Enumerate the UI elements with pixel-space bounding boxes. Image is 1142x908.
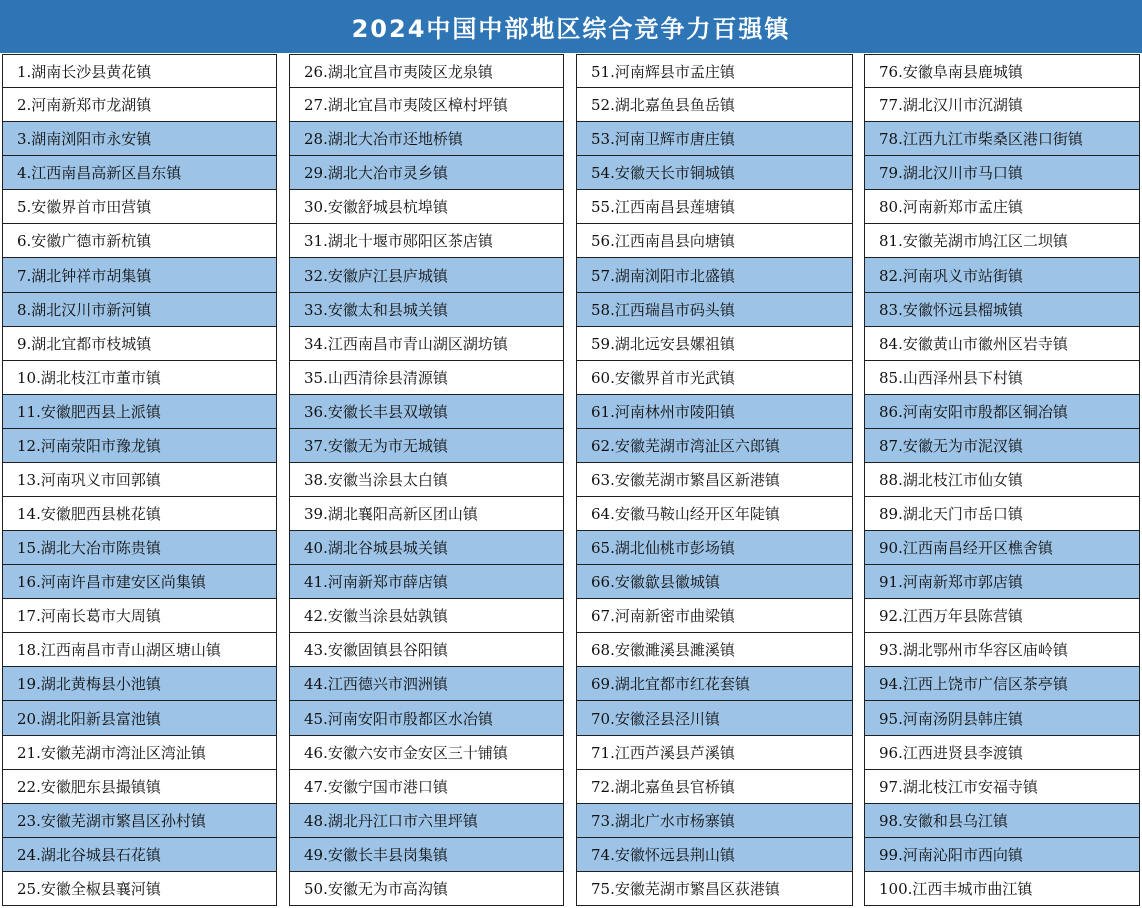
ranking-cell: 79.湖北汉川市马口镇	[864, 156, 1140, 190]
ranking-cell: 92.江西万年县陈营镇	[864, 599, 1140, 633]
ranking-cell: 11.安徽肥西县上派镇	[2, 395, 277, 429]
ranking-cell: 68.安徽濉溪县濉溪镇	[576, 633, 853, 667]
ranking-cell: 30.安徽舒城县杭埠镇	[289, 190, 564, 224]
ranking-cell: 18.江西南昌市青山湖区塘山镇	[2, 633, 277, 667]
ranking-cell: 45.河南安阳市殷都区水冶镇	[289, 701, 564, 735]
ranking-cell: 41.河南新郑市薛店镇	[289, 565, 564, 599]
ranking-cell: 37.安徽无为市无城镇	[289, 429, 564, 463]
ranking-cell: 1.湖南长沙县黄花镇	[2, 54, 277, 88]
ranking-cell: 59.湖北远安县嫘祖镇	[576, 327, 853, 361]
rank-column-2	[289, 54, 564, 906]
ranking-cell: 20.湖北阳新县富池镇	[2, 701, 277, 735]
ranking-cell: 15.湖北大冶市陈贵镇	[2, 531, 277, 565]
ranking-cell: 76.安徽阜南县鹿城镇	[864, 54, 1140, 88]
ranking-cell: 81.安徽芜湖市鸠江区二坝镇	[864, 224, 1140, 258]
ranking-cell: 82.河南巩义市站街镇	[864, 258, 1140, 292]
ranking-cell: 32.安徽庐江县庐城镇	[289, 258, 564, 292]
ranking-cell: 99.河南沁阳市西向镇	[864, 838, 1140, 872]
ranking-cell: 93.湖北鄂州市华容区庙岭镇	[864, 633, 1140, 667]
ranking-cell: 46.安徽六安市金安区三十铺镇	[289, 736, 564, 770]
ranking-cell: 28.湖北大冶市还地桥镇	[289, 122, 564, 156]
ranking-cell: 61.河南林州市陵阳镇	[576, 395, 853, 429]
ranking-cell: 57.湖南浏阳市北盛镇	[576, 258, 853, 292]
ranking-cell: 5.安徽界首市田营镇	[2, 190, 277, 224]
ranking-cell: 100.江西丰城市曲江镇	[864, 872, 1140, 906]
ranking-cell: 69.湖北宜都市红花套镇	[576, 667, 853, 701]
ranking-cell: 78.江西九江市柴桑区港口街镇	[864, 122, 1140, 156]
ranking-cell: 90.江西南昌经开区樵舍镇	[864, 531, 1140, 565]
ranking-cell: 12.河南荥阳市豫龙镇	[2, 429, 277, 463]
ranking-cell: 36.安徽长丰县双墩镇	[289, 395, 564, 429]
ranking-cell: 4.江西南昌高新区昌东镇	[2, 156, 277, 190]
ranking-cell: 70.安徽泾县泾川镇	[576, 701, 853, 735]
ranking-cell: 3.湖南浏阳市永安镇	[2, 122, 277, 156]
ranking-cell: 88.湖北枝江市仙女镇	[864, 463, 1140, 497]
ranking-cell: 25.安徽全椒县襄河镇	[2, 872, 277, 906]
ranking-cell: 26.湖北宜昌市夷陵区龙泉镇	[289, 54, 564, 88]
ranking-cell: 85.山西泽州县下村镇	[864, 361, 1140, 395]
ranking-cell: 62.安徽芜湖市湾沚区六郎镇	[576, 429, 853, 463]
ranking-cell: 40.湖北谷城县城关镇	[289, 531, 564, 565]
ranking-cell: 19.湖北黄梅县小池镇	[2, 667, 277, 701]
ranking-cell: 63.安徽芜湖市繁昌区新港镇	[576, 463, 853, 497]
ranking-cell: 13.河南巩义市回郭镇	[2, 463, 277, 497]
ranking-cell: 24.湖北谷城县石花镇	[2, 838, 277, 872]
ranking-cell: 21.安徽芜湖市湾沚区湾沚镇	[2, 736, 277, 770]
ranking-cell: 35.山西清徐县清源镇	[289, 361, 564, 395]
ranking-cell: 58.江西瑞昌市码头镇	[576, 293, 853, 327]
ranking-cell: 77.湖北汉川市沉湖镇	[864, 88, 1140, 122]
ranking-cell: 52.湖北嘉鱼县鱼岳镇	[576, 88, 853, 122]
ranking-cell: 47.安徽宁国市港口镇	[289, 770, 564, 804]
ranking-cell: 54.安徽天长市铜城镇	[576, 156, 853, 190]
ranking-cell: 65.湖北仙桃市彭场镇	[576, 531, 853, 565]
ranking-cell: 75.安徽芜湖市繁昌区荻港镇	[576, 872, 853, 906]
ranking-cell: 39.湖北襄阳高新区团山镇	[289, 497, 564, 531]
ranking-cell: 6.安徽广德市新杭镇	[2, 224, 277, 258]
ranking-cell: 72.湖北嘉鱼县官桥镇	[576, 770, 853, 804]
ranking-cell: 66.安徽歙县徽城镇	[576, 565, 853, 599]
ranking-cell: 33.安徽太和县城关镇	[289, 293, 564, 327]
ranking-cell: 16.河南许昌市建安区尚集镇	[2, 565, 277, 599]
ranking-cell: 96.江西进贤县李渡镇	[864, 736, 1140, 770]
ranking-cell: 31.湖北十堰市郧阳区茶店镇	[289, 224, 564, 258]
ranking-cell: 74.安徽怀远县荆山镇	[576, 838, 853, 872]
ranking-cell: 43.安徽固镇县谷阳镇	[289, 633, 564, 667]
ranking-cell: 49.安徽长丰县岗集镇	[289, 838, 564, 872]
ranking-cell: 89.湖北天门市岳口镇	[864, 497, 1140, 531]
rank-column-1	[2, 54, 277, 906]
ranking-cell: 91.河南新郑市郭店镇	[864, 565, 1140, 599]
ranking-cell: 7.湖北钟祥市胡集镇	[2, 258, 277, 292]
ranking-cell: 48.湖北丹江口市六里坪镇	[289, 804, 564, 838]
ranking-cell: 38.安徽当涂县太白镇	[289, 463, 564, 497]
ranking-cell: 8.湖北汉川市新河镇	[2, 293, 277, 327]
ranking-cell: 56.江西南昌县向塘镇	[576, 224, 853, 258]
ranking-cell: 71.江西芦溪县芦溪镇	[576, 736, 853, 770]
ranking-cell: 44.江西德兴市泗洲镇	[289, 667, 564, 701]
ranking-cell: 84.安徽黄山市徽州区岩寺镇	[864, 327, 1140, 361]
ranking-cell: 10.湖北枝江市董市镇	[2, 361, 277, 395]
ranking-cell: 73.湖北广水市杨寨镇	[576, 804, 853, 838]
ranking-cell: 98.安徽和县乌江镇	[864, 804, 1140, 838]
ranking-cell: 23.安徽芜湖市繁昌区孙村镇	[2, 804, 277, 838]
ranking-cell: 97.湖北枝江市安福寺镇	[864, 770, 1140, 804]
ranking-cell: 29.湖北大冶市灵乡镇	[289, 156, 564, 190]
ranking-cell: 50.安徽无为市高沟镇	[289, 872, 564, 906]
ranking-cell: 67.河南新密市曲梁镇	[576, 599, 853, 633]
ranking-cell: 53.河南卫辉市唐庄镇	[576, 122, 853, 156]
ranking-cell: 14.安徽肥西县桃花镇	[2, 497, 277, 531]
ranking-cell: 95.河南汤阴县韩庄镇	[864, 701, 1140, 735]
ranking-cell: 80.河南新郑市孟庄镇	[864, 190, 1140, 224]
ranking-cell: 27.湖北宜昌市夷陵区樟村坪镇	[289, 88, 564, 122]
ranking-cell: 42.安徽当涂县姑孰镇	[289, 599, 564, 633]
ranking-cell: 86.河南安阳市殷都区铜冶镇	[864, 395, 1140, 429]
ranking-cell: 9.湖北宜都市枝城镇	[2, 327, 277, 361]
ranking-cell: 55.江西南昌县莲塘镇	[576, 190, 853, 224]
rank-column-4	[864, 54, 1140, 906]
ranking-cell: 22.安徽肥东县撮镇镇	[2, 770, 277, 804]
ranking-cell: 60.安徽界首市光武镇	[576, 361, 853, 395]
ranking-cell: 51.河南辉县市孟庄镇	[576, 54, 853, 88]
page-title: 2024中国中部地区综合竞争力百强镇	[0, 0, 1142, 53]
rank-column-3	[576, 54, 853, 906]
ranking-cell: 94.江西上饶市广信区茶亭镇	[864, 667, 1140, 701]
ranking-cell: 83.安徽怀远县榴城镇	[864, 293, 1140, 327]
ranking-cell: 64.安徽马鞍山经开区年陡镇	[576, 497, 853, 531]
rankings-table	[0, 54, 1142, 906]
ranking-cell: 17.河南长葛市大周镇	[2, 599, 277, 633]
ranking-cell: 2.河南新郑市龙湖镇	[2, 88, 277, 122]
ranking-cell: 34.江西南昌市青山湖区湖坊镇	[289, 327, 564, 361]
ranking-cell: 87.安徽无为市泥汊镇	[864, 429, 1140, 463]
